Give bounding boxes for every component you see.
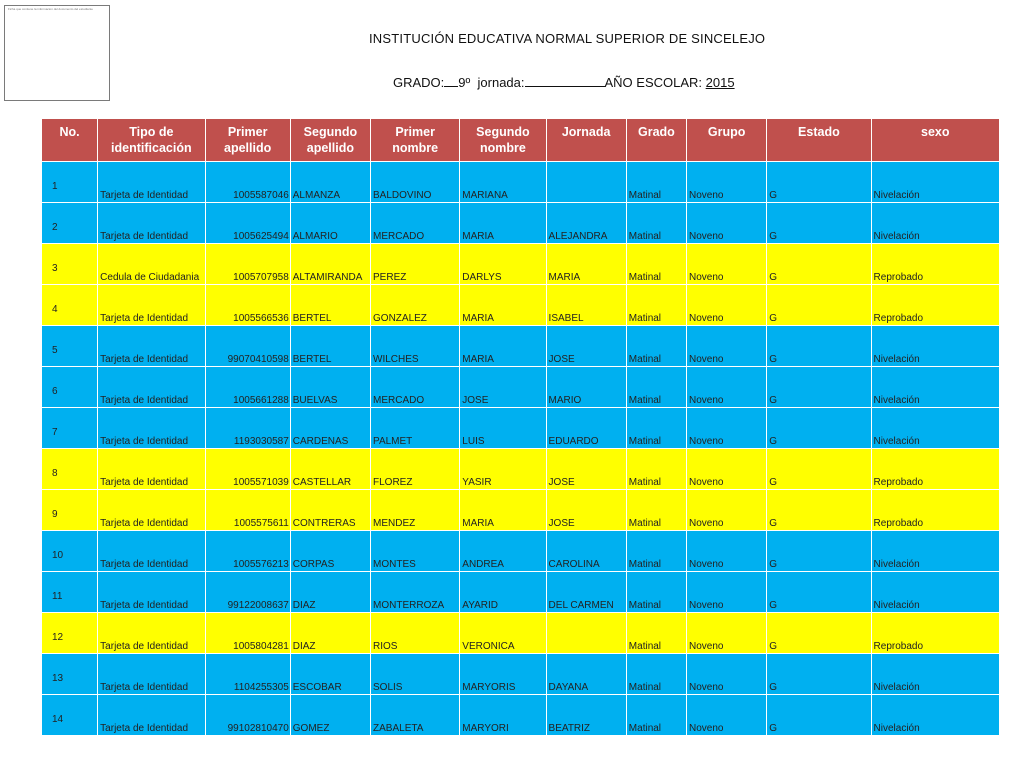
first-name-cell: MARYORI (460, 695, 546, 736)
first-name-cell: MARIA (460, 203, 546, 244)
grade-cell: Noveno (686, 613, 766, 654)
document-number-cell: 1005625494 (205, 203, 290, 244)
first-name-cell: MARIANA (460, 162, 546, 203)
first-surname-cell: CARDENAS (290, 408, 370, 449)
second-name-cell: MARIA (546, 244, 626, 285)
table-body (42, 162, 1000, 736)
grade-line (393, 74, 735, 90)
table-header-row (42, 119, 1000, 162)
id-type-cell: Tarjeta de Identidad (98, 654, 205, 695)
column-header: Grupo (686, 119, 766, 162)
row-number: 8 (42, 449, 98, 490)
group-cell: G (767, 613, 871, 654)
status-cell: Reprobado (871, 244, 999, 285)
second-name-cell: JOSE (546, 490, 626, 531)
grade-cell: Noveno (686, 326, 766, 367)
table-row (42, 367, 1000, 408)
status-cell: Nivelación (871, 531, 999, 572)
row-number: 1 (42, 162, 98, 203)
row-number: 7 (42, 408, 98, 449)
grado-blank (444, 74, 458, 87)
first-surname-cell: BERTEL (290, 326, 370, 367)
table-row (42, 490, 1000, 531)
grado-value: 9º (458, 75, 471, 90)
table-row (42, 244, 1000, 285)
table-row (42, 449, 1000, 490)
row-number: 4 (42, 285, 98, 326)
group-cell: G (767, 449, 871, 490)
second-name-cell (546, 613, 626, 654)
document-number-cell: 99070410598 (205, 326, 290, 367)
column-header: Jornada (546, 119, 626, 162)
second-surname-cell: WILCHES (371, 326, 460, 367)
column-header: No. (42, 119, 98, 162)
first-surname-cell: DIAZ (290, 572, 370, 613)
logo-note-text: Ficha que contiene la informacion del documento del estudiante (8, 7, 93, 11)
jornada-cell: Matinal (626, 162, 686, 203)
ano-value: 2015 (705, 75, 735, 90)
first-name-cell: MARIA (460, 490, 546, 531)
grade-cell: Noveno (686, 203, 766, 244)
grade-cell: Noveno (686, 367, 766, 408)
id-type-cell: Cedula de Ciudadania (98, 244, 205, 285)
document-number-cell: 1005575611 (205, 490, 290, 531)
group-cell: G (767, 695, 871, 736)
document-number-cell: 1005707958 (205, 244, 290, 285)
table-row (42, 695, 1000, 736)
document-number-cell: 1005576213 (205, 531, 290, 572)
table-row (42, 203, 1000, 244)
first-name-cell: DARLYS (460, 244, 546, 285)
first-surname-cell: BERTEL (290, 285, 370, 326)
jornada-cell: Matinal (626, 408, 686, 449)
group-cell: G (767, 326, 871, 367)
grade-cell: Noveno (686, 244, 766, 285)
status-cell: Nivelación (871, 203, 999, 244)
institution-title: INSTITUCIÓN EDUCATIVA NORMAL SUPERIOR DE SINCELEJO (369, 31, 766, 46)
id-type-cell: Tarjeta de Identidad (98, 531, 205, 572)
group-cell: G (767, 367, 871, 408)
table-row (42, 613, 1000, 654)
first-surname-cell: BUELVAS (290, 367, 370, 408)
second-surname-cell: MERCADO (371, 203, 460, 244)
first-surname-cell: ALTAMIRANDA (290, 244, 370, 285)
jornada-cell: Matinal (626, 531, 686, 572)
id-type-cell: Tarjeta de Identidad (98, 203, 205, 244)
grade-cell: Noveno (686, 162, 766, 203)
group-cell: G (767, 654, 871, 695)
column-header: sexo (871, 119, 999, 162)
document-number-cell: 1104255305 (205, 654, 290, 695)
group-cell: G (767, 285, 871, 326)
status-cell: Reprobado (871, 449, 999, 490)
row-number: 2 (42, 203, 98, 244)
id-type-cell: Tarjeta de Identidad (98, 162, 205, 203)
second-name-cell: ALEJANDRA (546, 203, 626, 244)
status-cell: Nivelación (871, 162, 999, 203)
jornada-cell: Matinal (626, 244, 686, 285)
group-cell: G (767, 490, 871, 531)
row-number: 11 (42, 572, 98, 613)
group-cell: G (767, 203, 871, 244)
second-name-cell: DEL CARMEN (546, 572, 626, 613)
second-name-cell: BEATRIZ (546, 695, 626, 736)
table-row (42, 326, 1000, 367)
second-surname-cell: MERCADO (371, 367, 460, 408)
second-surname-cell: MONTERROZA (371, 572, 460, 613)
second-name-cell: JOSE (546, 449, 626, 490)
column-header: Estado (767, 119, 871, 162)
group-cell: G (767, 162, 871, 203)
jornada-cell: Matinal (626, 572, 686, 613)
status-cell: Nivelación (871, 654, 999, 695)
id-type-cell: Tarjeta de Identidad (98, 408, 205, 449)
document-number-cell: 99122008637 (205, 572, 290, 613)
column-header: Segundo apellido (290, 119, 370, 162)
row-number: 13 (42, 654, 98, 695)
first-surname-cell: ALMARIO (290, 203, 370, 244)
table-row (42, 572, 1000, 613)
jornada-cell: Matinal (626, 203, 686, 244)
document-number-cell: 1193030587 (205, 408, 290, 449)
second-surname-cell: ZABALETA (371, 695, 460, 736)
first-name-cell: ANDREA (460, 531, 546, 572)
column-header: Primer apellido (205, 119, 290, 162)
jornada-cell: Matinal (626, 367, 686, 408)
first-name-cell: MARYORIS (460, 654, 546, 695)
row-number: 14 (42, 695, 98, 736)
status-cell: Nivelación (871, 408, 999, 449)
status-cell: Reprobado (871, 490, 999, 531)
group-cell: G (767, 408, 871, 449)
second-name-cell: EDUARDO (546, 408, 626, 449)
document-number-cell: 1005571039 (205, 449, 290, 490)
status-cell: Reprobado (871, 285, 999, 326)
second-name-cell (546, 162, 626, 203)
id-type-cell: Tarjeta de Identidad (98, 367, 205, 408)
second-name-cell: DAYANA (546, 654, 626, 695)
id-type-cell: Tarjeta de Identidad (98, 572, 205, 613)
first-surname-cell: CASTELLAR (290, 449, 370, 490)
second-name-cell: CAROLINA (546, 531, 626, 572)
status-cell: Nivelación (871, 572, 999, 613)
id-type-cell: Tarjeta de Identidad (98, 613, 205, 654)
first-surname-cell: GOMEZ (290, 695, 370, 736)
second-name-cell: ISABEL (546, 285, 626, 326)
status-cell: Nivelación (871, 367, 999, 408)
grade-cell: Noveno (686, 408, 766, 449)
column-header: Grado (626, 119, 686, 162)
document-number-cell: 1005587046 (205, 162, 290, 203)
jornada-cell: Matinal (626, 449, 686, 490)
grade-cell: Noveno (686, 531, 766, 572)
grade-cell: Noveno (686, 285, 766, 326)
row-number: 5 (42, 326, 98, 367)
second-surname-cell: BALDOVINO (371, 162, 460, 203)
first-surname-cell: CONTRERAS (290, 490, 370, 531)
grado-label: GRADO: (393, 75, 445, 90)
jornada-label: jornada: (477, 75, 525, 90)
id-type-cell: Tarjeta de Identidad (98, 695, 205, 736)
jornada-cell: Matinal (626, 613, 686, 654)
table-row (42, 285, 1000, 326)
second-name-cell: JOSE (546, 326, 626, 367)
second-surname-cell: SOLIS (371, 654, 460, 695)
table-row (42, 162, 1000, 203)
grade-cell: Noveno (686, 449, 766, 490)
second-surname-cell: MENDEZ (371, 490, 460, 531)
column-header: Primer nombre (371, 119, 460, 162)
grade-cell: Noveno (686, 695, 766, 736)
first-surname-cell: ESCOBAR (290, 654, 370, 695)
table-row (42, 531, 1000, 572)
second-name-cell: MARIO (546, 367, 626, 408)
first-surname-cell: ALMANZA (290, 162, 370, 203)
second-surname-cell: PEREZ (371, 244, 460, 285)
document-number-cell: 1005661288 (205, 367, 290, 408)
grade-cell: Noveno (686, 490, 766, 531)
table-row (42, 654, 1000, 695)
second-surname-cell: GONZALEZ (371, 285, 460, 326)
second-surname-cell: RIOS (371, 613, 460, 654)
status-cell: Nivelación (871, 695, 999, 736)
logo-placeholder-box (4, 5, 110, 101)
grade-cell: Noveno (686, 654, 766, 695)
jornada-cell: Matinal (626, 490, 686, 531)
first-name-cell: AYARID (460, 572, 546, 613)
column-header: Segundo nombre (460, 119, 546, 162)
first-name-cell: LUIS (460, 408, 546, 449)
id-type-cell: Tarjeta de Identidad (98, 326, 205, 367)
id-type-cell: Tarjeta de Identidad (98, 285, 205, 326)
status-cell: Nivelación (871, 326, 999, 367)
group-cell: G (767, 244, 871, 285)
grade-cell: Noveno (686, 572, 766, 613)
group-cell: G (767, 572, 871, 613)
students-table (41, 118, 1000, 736)
first-name-cell: VERONICA (460, 613, 546, 654)
first-name-cell: JOSE (460, 367, 546, 408)
table-row (42, 408, 1000, 449)
first-surname-cell: DIAZ (290, 613, 370, 654)
row-number: 12 (42, 613, 98, 654)
id-type-cell: Tarjeta de Identidad (98, 490, 205, 531)
jornada-blank (525, 74, 605, 87)
id-type-cell: Tarjeta de Identidad (98, 449, 205, 490)
second-surname-cell: PALMET (371, 408, 460, 449)
jornada-cell: Matinal (626, 285, 686, 326)
document-number-cell: 99102810470 (205, 695, 290, 736)
row-number: 9 (42, 490, 98, 531)
status-cell: Reprobado (871, 613, 999, 654)
first-name-cell: MARIA (460, 285, 546, 326)
jornada-cell: Matinal (626, 654, 686, 695)
second-surname-cell: MONTES (371, 531, 460, 572)
first-surname-cell: CORPAS (290, 531, 370, 572)
first-name-cell: YASIR (460, 449, 546, 490)
column-header: Tipo de identificación (98, 119, 205, 162)
document-number-cell: 1005566536 (205, 285, 290, 326)
second-surname-cell: FLOREZ (371, 449, 460, 490)
jornada-cell: Matinal (626, 695, 686, 736)
ano-label: AÑO ESCOLAR: (604, 75, 703, 90)
jornada-cell: Matinal (626, 326, 686, 367)
row-number: 6 (42, 367, 98, 408)
document-number-cell: 1005804281 (205, 613, 290, 654)
row-number: 10 (42, 531, 98, 572)
first-name-cell: MARIA (460, 326, 546, 367)
row-number: 3 (42, 244, 98, 285)
group-cell: G (767, 531, 871, 572)
